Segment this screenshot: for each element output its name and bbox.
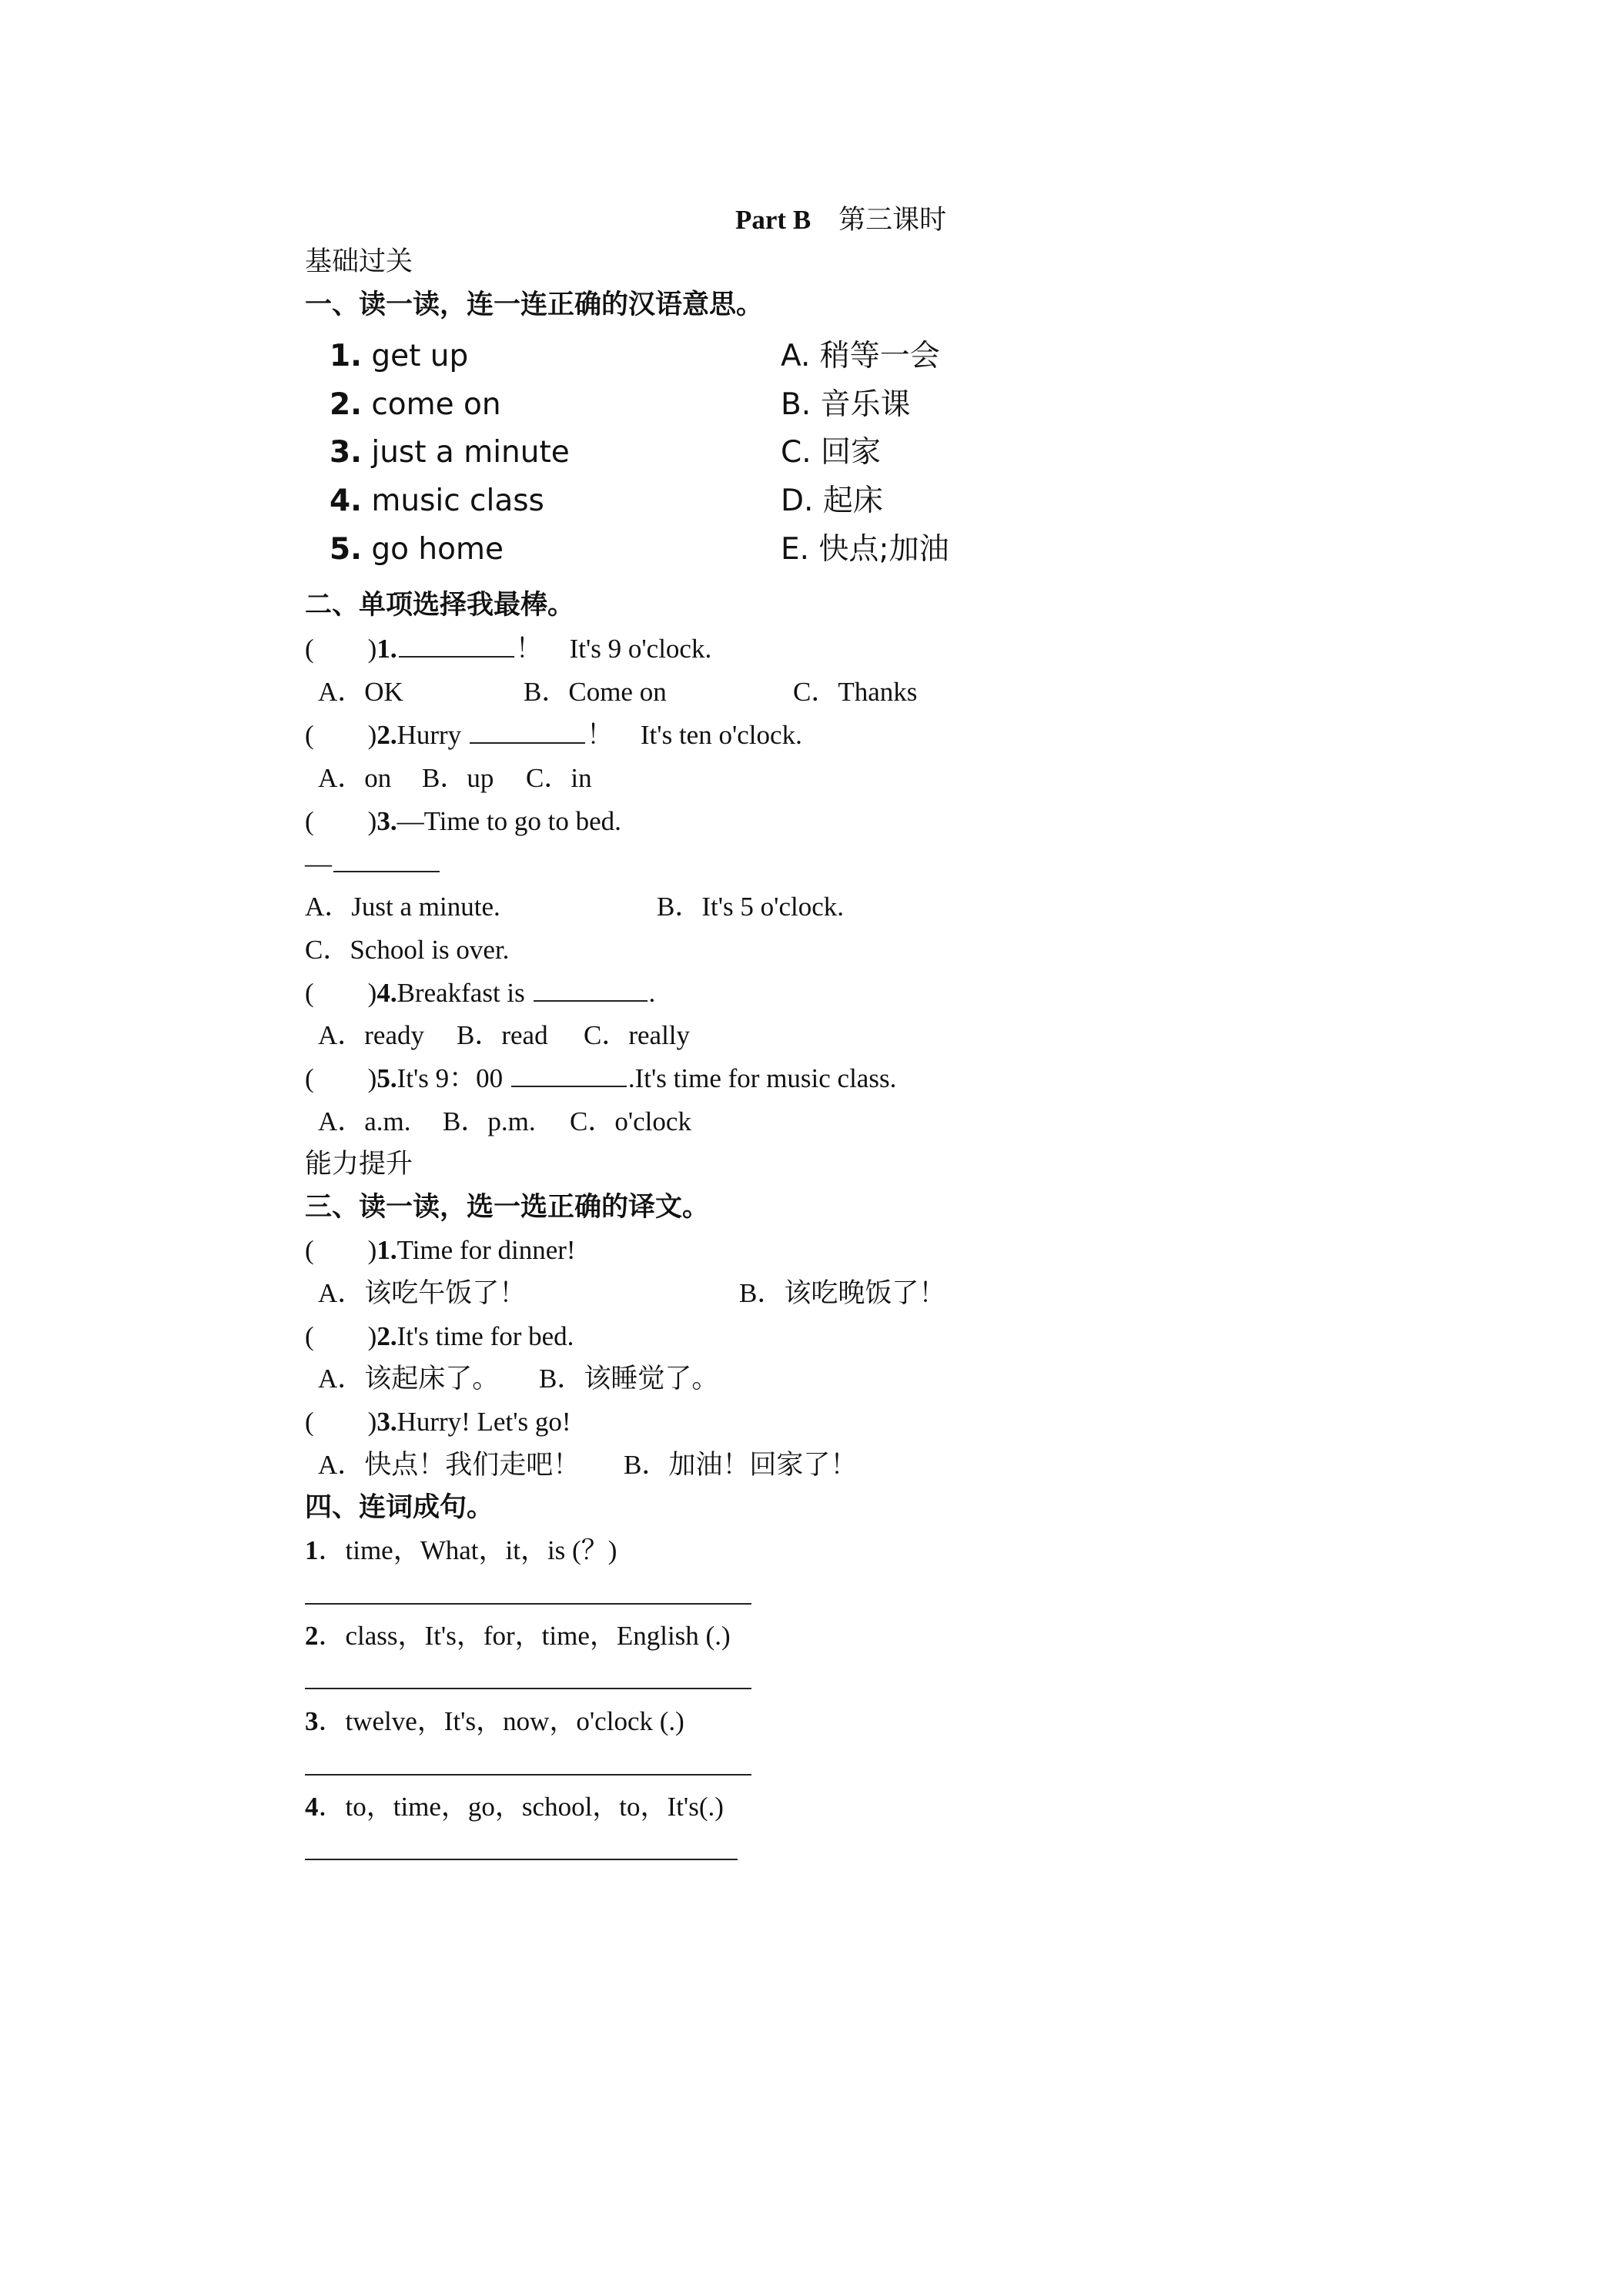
q2-title: 二、单项选择我最棒。 [305, 590, 575, 620]
q2-option: A．Just a minute. [305, 892, 500, 922]
q2-option: C．School is over. [305, 935, 510, 965]
q3-option: A．快点！我们走吧！ [318, 1450, 581, 1480]
q4-item-1: 1．time，What，it，is (？) [305, 1535, 617, 1565]
q3-title: 三、读一读，选一选正确的译文。 [305, 1192, 710, 1222]
page-title [735, 206, 946, 233]
section-ability-heading: 能力提升 [305, 1149, 413, 1179]
answer-blank[interactable] [399, 653, 514, 658]
q1-left-item: 5. go home [330, 532, 504, 567]
q2-question-5: ( )5.It's 9：00 .It's time for music class. [305, 1063, 897, 1093]
q2-option: B．p.m. [443, 1106, 536, 1136]
answer-line[interactable] [305, 1688, 751, 1689]
q2-option: A．ready [318, 1020, 425, 1050]
q1-left-item: 2. come on [330, 387, 501, 422]
q2-option: C．o'clock [570, 1106, 691, 1136]
q4-item-4: 4．to，time，go，school，to，It's(.) [305, 1792, 724, 1822]
q2-question-3: ( )3.—Time to go to bed. [305, 806, 621, 836]
q1-right-item: C. 回家 [781, 435, 882, 470]
q3-question-1: ( )1.Time for dinner! [305, 1235, 576, 1265]
q4-item-3: 3．twelve，It's，now，o'clock (.) [305, 1706, 684, 1736]
q2-option: A．on [318, 763, 392, 793]
answer-blank[interactable] [511, 1083, 627, 1087]
q2-option: A．OK [318, 677, 403, 707]
q1-title: 一、读一读，连一连正确的汉语意思。 [305, 290, 764, 320]
q3-question-2: ( )2.It's time for bed. [305, 1321, 574, 1351]
answer-line[interactable] [305, 1774, 751, 1776]
q4-title: 四、连词成句。 [305, 1492, 494, 1522]
q1-left-item: 3. just a minute [330, 435, 570, 470]
q3-option: A．该起床了。 [318, 1364, 500, 1394]
q1-left-item: 1. get up [330, 339, 469, 373]
q3-option: B．加油！回家了！ [624, 1450, 858, 1480]
q2-option: B．up [422, 763, 494, 793]
q3-option: B．该睡觉了。 [539, 1364, 719, 1394]
answer-blank[interactable] [534, 997, 648, 1002]
q3-question-3: ( )3.Hurry! Let's go! [305, 1407, 571, 1437]
q2-question-1: ( )1. ！ It's 9 o'clock. [305, 634, 712, 664]
q2-option: B．It's 5 o'clock. [657, 892, 845, 922]
q2-option: C．in [526, 763, 592, 793]
q1-right-item: D. 起床 [781, 484, 883, 518]
q4-item-2: 2．class，It's，for，time，English (.) [305, 1621, 731, 1651]
q2-question-2: ( )2.Hurry ！ It's ten o'clock. [305, 720, 802, 750]
answer-blank[interactable] [470, 739, 585, 744]
q3-option: A．该吃午饭了！ [318, 1278, 527, 1308]
q2-question-4: ( )4.Breakfast is . [305, 978, 656, 1008]
q1-right-item: A. 稍等一会 [781, 339, 940, 373]
q1-right-item: E. 快点;加油 [781, 532, 949, 567]
answer-line[interactable] [305, 1603, 751, 1605]
q1-left-item: 4. music class [330, 484, 544, 518]
q2-reply-line: — [305, 850, 441, 877]
q3-option: B．该吃晚饭了！ [739, 1278, 946, 1308]
q2-option: A．a.m. [318, 1106, 411, 1136]
section-basic-heading: 基础过关 [305, 246, 413, 276]
lesson-label: 第三课时 [838, 205, 947, 235]
q2-option: B．read [457, 1020, 548, 1050]
q1-right-item: B. 音乐课 [781, 387, 911, 422]
answer-blank[interactable] [333, 868, 440, 872]
answer-line[interactable] [305, 1859, 738, 1860]
q2-option: C．Thanks [793, 677, 918, 707]
part-label: Part B [735, 205, 812, 235]
q2-option: B．Come on [524, 677, 667, 707]
q2-option: C．really [584, 1020, 691, 1050]
